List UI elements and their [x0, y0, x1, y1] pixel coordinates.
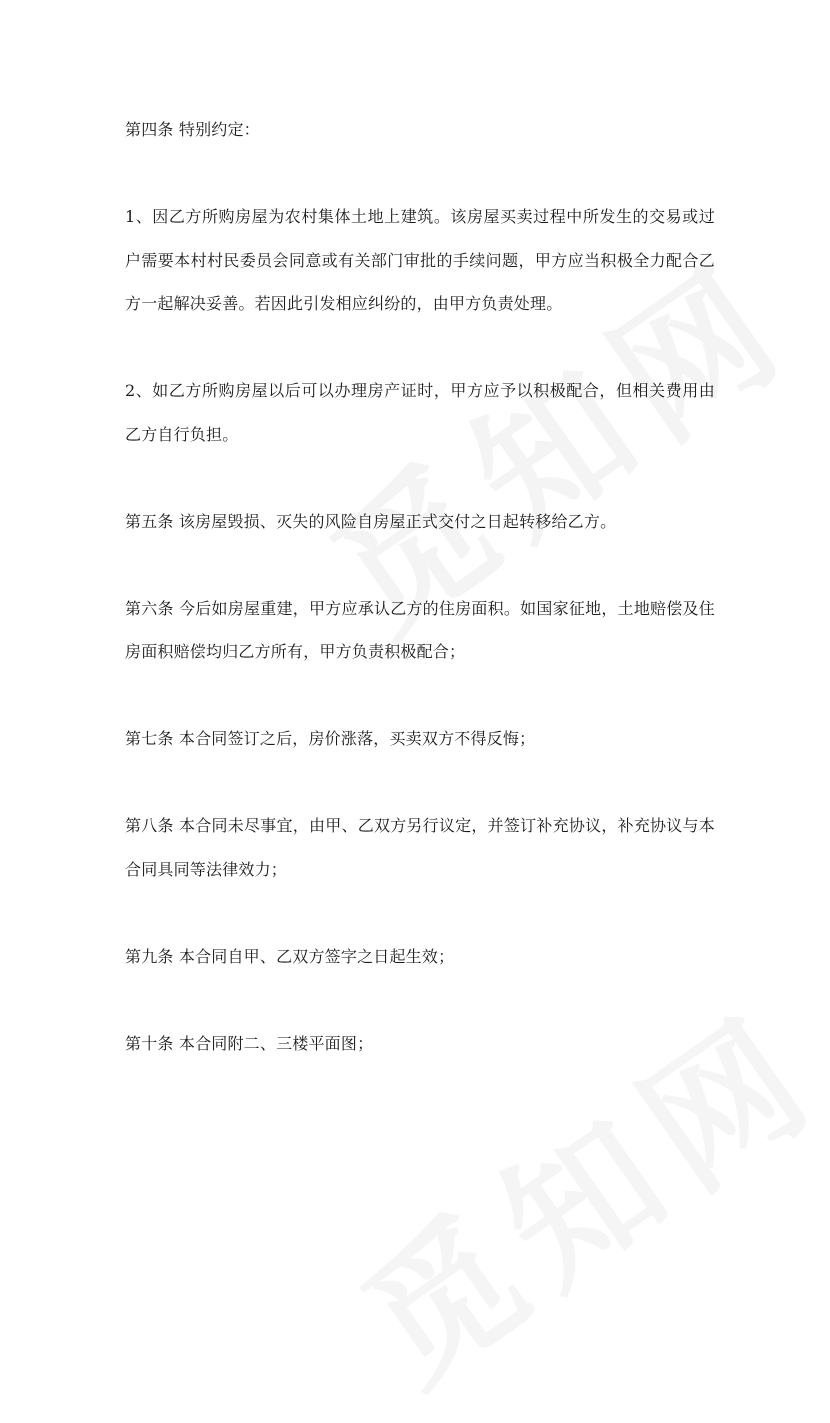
article-6: 第六条 今后如房屋重建，甲方应承认乙方的住房面积。如国家征地，土地赔偿及住房面积赔偿均归乙方所有，甲方负责积极配合； [125, 598, 715, 661]
article-4-heading: 第四条 特别约定： [125, 120, 260, 139]
article-4-clause-1: 1、因乙方所购房屋为农村集体土地上建筑。该房屋买卖过程中所发生的交易或过户需要本村村民委员会同意或有关部门审批的手续问题，甲方应当积极全力配合乙方一起解决妥善。若因此引发相应纠纷的，由甲方负责处理。 [125, 207, 715, 313]
article-8: 第八条 本合同未尽事宜，由甲、乙双方另行议定，并签订补充协议，补充协议与本合同具同等法律效力； [125, 816, 715, 879]
article-4-clause-2: 2、如乙方所购房屋以后可以办理房产证时，甲方应予以积极配合，但相关费用由乙方自行负担。 [125, 381, 715, 444]
contract-body [125, 108, 715, 1065]
article-5: 第五条 该房屋毁损、灭失的风险自房屋正式交付之日起转移给乙方。 [125, 511, 617, 531]
article-7: 第七条 本合同签订之后，房价涨落，买卖双方不得反悔； [125, 729, 536, 748]
article-10: 第十条 本合同附二、三楼平面图； [125, 1033, 374, 1053]
article-9: 第九条 本合同自甲、乙双方签字之日起生效； [125, 946, 455, 966]
